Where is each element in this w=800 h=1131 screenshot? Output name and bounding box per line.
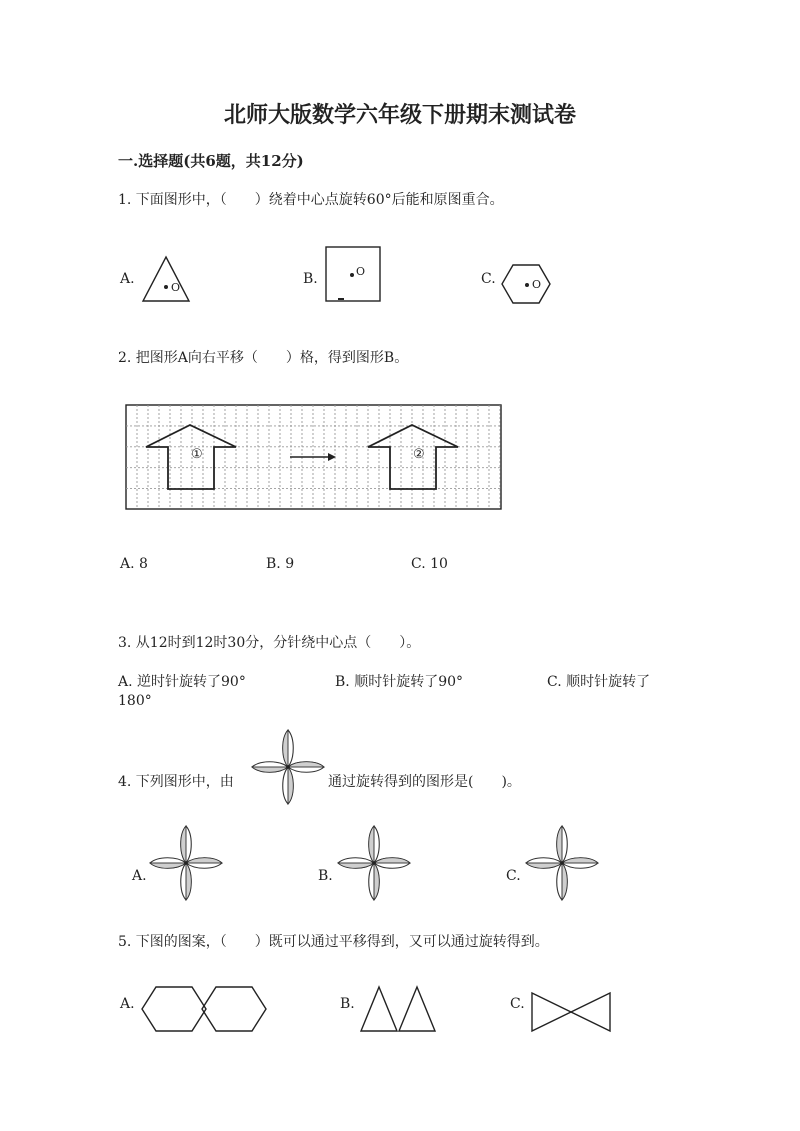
q3-option-a[interactable]: A. 逆时针旋转了90° xyxy=(118,674,246,690)
q1-option-a-label[interactable]: A. xyxy=(120,271,135,287)
shape-b-label: ② xyxy=(413,447,425,462)
q5-bowtie-figure xyxy=(530,991,612,1033)
q3-option-c-continued: 180° xyxy=(118,693,152,709)
question-2-text: 2. 把图形A向右平移（ ）格，得到图形B。 xyxy=(118,350,409,366)
q4-option-c-label[interactable]: C. xyxy=(506,868,521,884)
question-1-text: 1. 下面图形中，（ ）绕着中心点旋转60°后能和原图重合。 xyxy=(118,192,504,208)
question-4-text-before: 4. 下列图形中，由 xyxy=(118,774,234,790)
section-heading: 一.选择题(共6题，共12分) xyxy=(118,152,304,170)
q2-option-c[interactable]: C. 10 xyxy=(411,556,448,572)
question-3-text: 3. 从12时到12时30分，分针绕中心点（ ）。 xyxy=(118,635,421,651)
q1-c-center-label: O xyxy=(532,278,542,291)
q1-option-b-label[interactable]: B. xyxy=(303,271,318,287)
q3-option-c[interactable]: C. 顺时针旋转了 xyxy=(547,674,651,690)
shape-a-label: ① xyxy=(191,447,203,462)
q1-a-center-label: O xyxy=(171,281,181,294)
q4-option-b-flower-icon xyxy=(336,824,412,902)
q4-option-a-label[interactable]: A. xyxy=(132,868,147,884)
q1-option-c-label[interactable]: C. xyxy=(481,271,496,287)
q4-option-c-flower-icon xyxy=(524,824,600,902)
page-title: 北师大版数学六年级下册期末测试卷 xyxy=(223,102,576,128)
q1-triangle-figure xyxy=(140,254,192,306)
question-5-text: 5. 下图的图案，（ ）既可以通过平移得到，又可以通过旋转得到。 xyxy=(118,934,549,950)
q4-reference-flower-icon xyxy=(250,728,326,806)
q2-option-b[interactable]: B. 9 xyxy=(266,556,295,572)
q2-grid-figure xyxy=(125,404,502,510)
q1-square-figure xyxy=(324,245,382,303)
question-4-text-after: 通过旋转得到的图形是( )。 xyxy=(328,774,521,790)
q3-option-b[interactable]: B. 顺时针旋转了90° xyxy=(335,674,464,690)
q5-two-hexagons-figure xyxy=(140,985,268,1033)
q5-two-triangles-figure xyxy=(360,985,438,1033)
q5-option-b-label[interactable]: B. xyxy=(340,996,355,1012)
q5-option-a-label[interactable]: A. xyxy=(120,996,135,1012)
q2-option-a[interactable]: A. 8 xyxy=(120,556,148,572)
q1-b-center-label: O xyxy=(356,265,366,278)
q4-option-a-flower-icon xyxy=(148,824,224,902)
q1-hexagon-figure xyxy=(500,262,552,306)
q5-option-c-label[interactable]: C. xyxy=(510,996,525,1012)
q4-option-b-label[interactable]: B. xyxy=(318,868,333,884)
